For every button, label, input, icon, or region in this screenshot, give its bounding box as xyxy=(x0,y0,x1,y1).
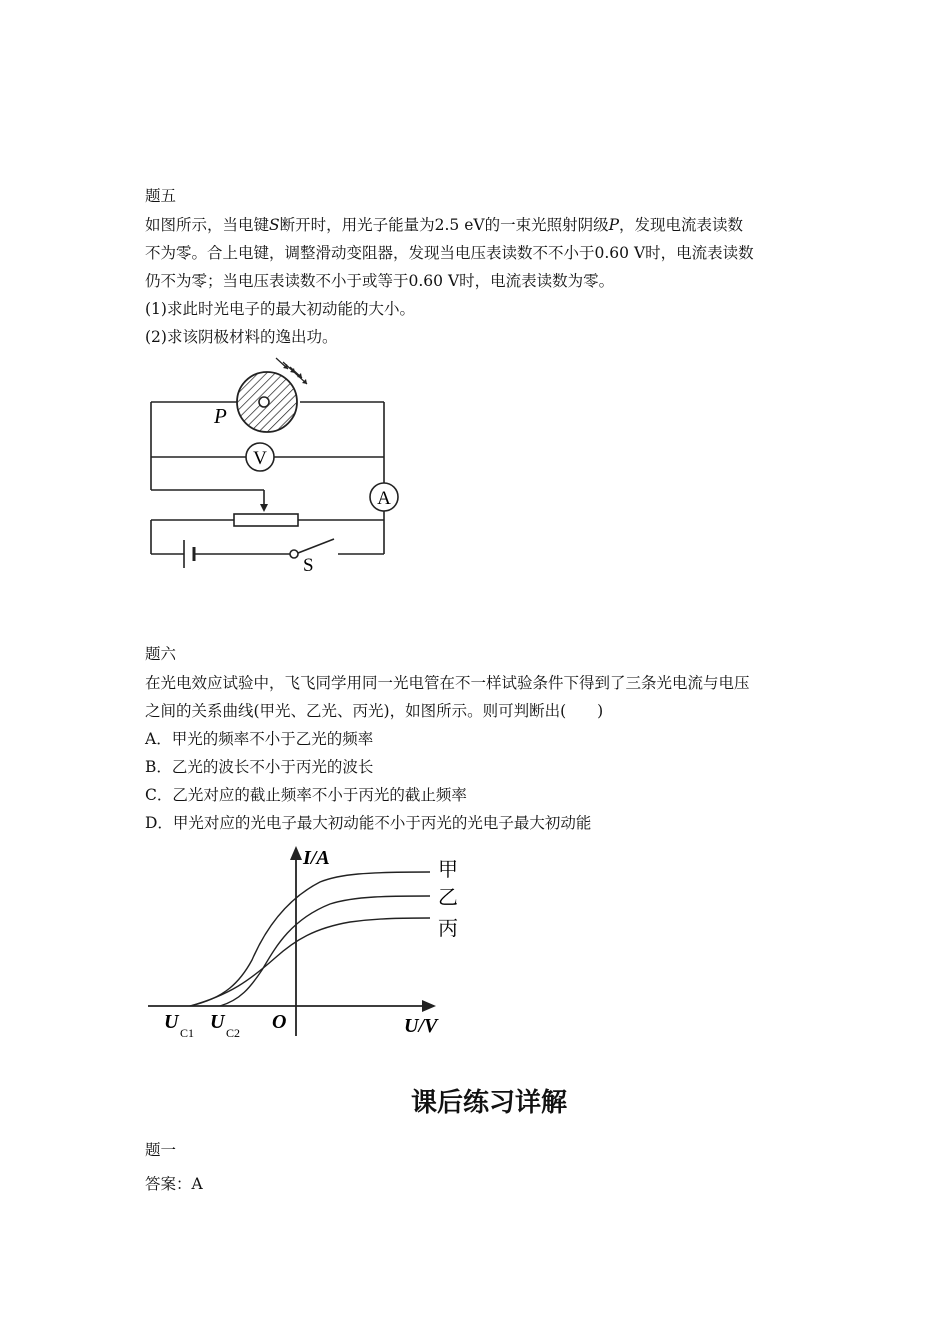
q6-title: 题六 xyxy=(145,645,177,663)
curve-label-yi: 乙 xyxy=(438,887,458,909)
curve-label-jia: 甲 xyxy=(438,859,458,881)
uc2-label: U xyxy=(210,1011,225,1033)
curve-bing xyxy=(190,918,430,1006)
curve-label-bing: 丙 xyxy=(438,918,458,940)
origin-label: O xyxy=(272,1011,287,1033)
voltmeter-label: V xyxy=(253,448,267,469)
uc2-subscript: C2 xyxy=(226,1026,241,1040)
curve-yi xyxy=(220,896,430,1006)
q6-line-1: 在光电效应试验中，飞飞同学用同一光电管在不一样试验条件下得到了三条光电流与电压 xyxy=(145,674,750,692)
q5-title: 题五 xyxy=(145,187,177,205)
q6-option-a: A．甲光的频率不小于乙光的频率 xyxy=(145,730,374,748)
q6-option-b: B．乙光的波长不小于丙光的波长 xyxy=(145,758,374,776)
cathode-label: P xyxy=(214,404,227,428)
q5-line-2: 不为零。合上电键，调整滑动变阻器，发现当电压表读数不不小于0.60 V时，电流表读数 xyxy=(145,244,754,262)
q6-option-c: C．乙光对应的截止频率不小于丙光的截止频率 xyxy=(145,786,467,804)
circuit-diagram xyxy=(140,355,410,580)
section-heading: 课后练习详解 xyxy=(410,1088,567,1118)
uc1-subscript: C1 xyxy=(180,1026,195,1040)
q5-line-1: 如图所示，当电键S断开时，用光子能量为2.5 eV的一束光照射阴级P，发现电流表读数 xyxy=(145,216,744,234)
q6-line-2: 之间的关系曲线(甲光、乙光、丙光)，如图所示。则可判断出( ) xyxy=(145,702,604,720)
answer-title: 题一 xyxy=(145,1141,177,1159)
q5-subquestion-2: (2)求该阴极材料的逸出功。 xyxy=(145,328,338,346)
answer-text: 答案：A xyxy=(145,1175,203,1193)
uc1-label: U xyxy=(164,1011,179,1033)
ammeter-label: A xyxy=(377,488,391,509)
y-axis-label: I/A xyxy=(303,847,330,869)
q5-line-3: 仍不为零；当电压表读数不小于或等于0.60 V时，电流表读数为零。 xyxy=(145,272,615,290)
iv-curve-graph xyxy=(140,840,480,1050)
switch-label: S xyxy=(303,555,314,576)
q6-option-d: D．甲光对应的光电子最大初动能不小于丙光的光电子最大初动能 xyxy=(145,814,592,832)
curve-jia xyxy=(190,872,430,1006)
x-axis-label: U/V xyxy=(404,1015,438,1037)
q5-subquestion-1: (1)求此时光电子的最大初动能的大小。 xyxy=(145,300,415,318)
